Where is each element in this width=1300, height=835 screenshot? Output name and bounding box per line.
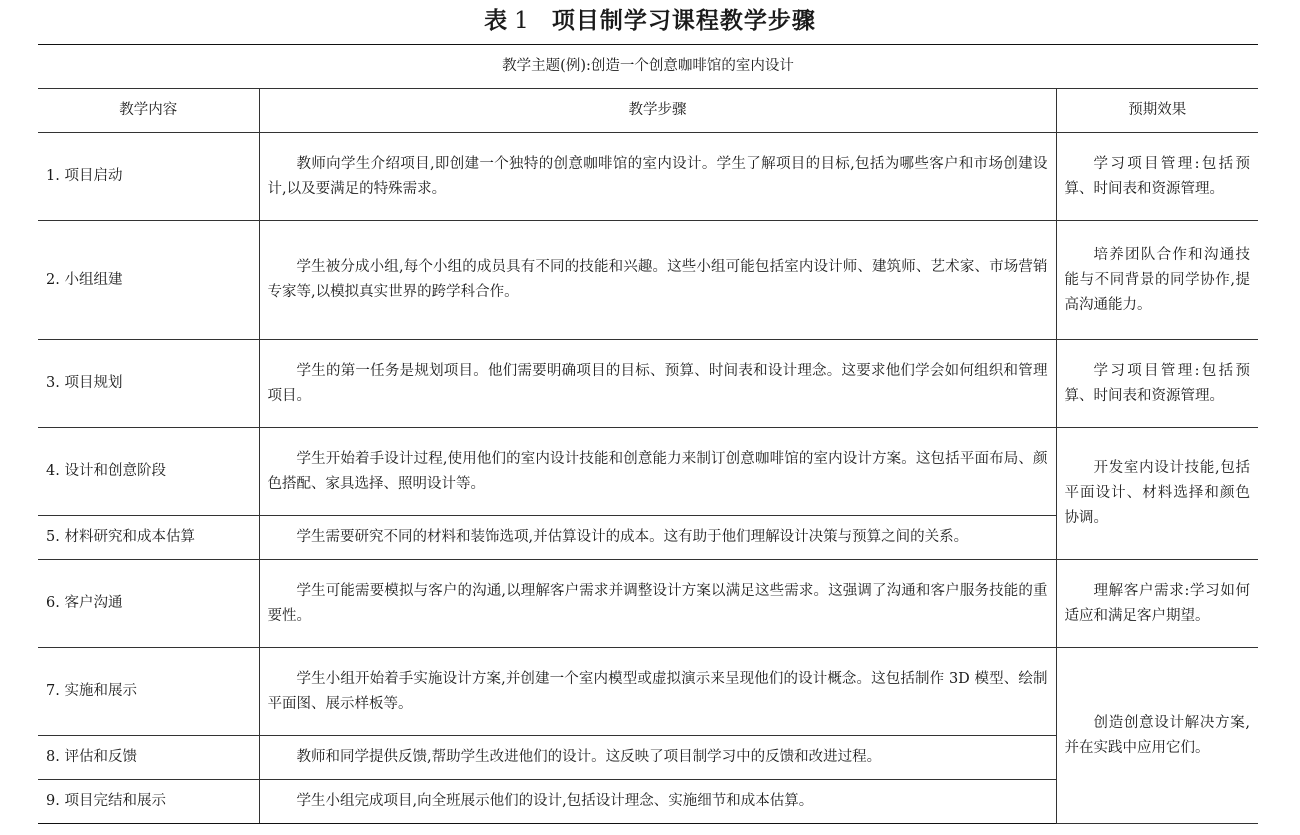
table-row (38, 428, 1258, 516)
table-title-text: 项目制学习课程教学步骤 (551, 7, 816, 34)
theme-row (38, 45, 1258, 89)
row-content: 2. 小组组建 (38, 221, 259, 340)
row-content: 3. 项目规划 (38, 340, 259, 428)
row-content: 5. 材料研究和成本估算 (38, 516, 259, 560)
row-steps: 学生小组完成项目,向全班展示他们的设计,包括设计理念、实施细节和成本估算。 (259, 780, 1056, 824)
row-steps: 学生被分成小组,每个小组的成员具有不同的技能和兴趣。这些小组可能包括室内设计师、建筑师、艺术家、市场营销专家等,以模拟真实世界的跨学科合作。 (259, 221, 1056, 340)
row-content: 4. 设计和创意阶段 (38, 428, 259, 516)
table-row (38, 648, 1258, 736)
row-steps: 学生可能需要模拟与客户的沟通,以理解客户需求并调整设计方案以满足这些需求。这强调了沟通和客户服务技能的重要性。 (259, 560, 1056, 648)
row-steps: 学生小组开始着手实施设计方案,并创建一个室内模型或虚拟演示来呈现他们的设计概念。这包括制作 3D 模型、绘制平面图、展示样板等。 (259, 648, 1056, 736)
row-steps: 教师和同学提供反馈,帮助学生改进他们的设计。这反映了项目制学习中的反馈和改进过程。 (259, 736, 1056, 780)
row-steps: 教师向学生介绍项目,即创建一个独特的创意咖啡馆的室内设计。学生了解项目的目标,包括为哪些客户和市场创建设计,以及要满足的特殊需求。 (259, 133, 1056, 221)
header-effect: 预期效果 (1056, 89, 1258, 133)
row-steps: 学生需要研究不同的材料和装饰选项,并估算设计的成本。这有助于他们理解设计决策与预算之间的关系。 (259, 516, 1056, 560)
row-effect: 学习项目管理:包括预算、时间表和资源管理。 (1056, 340, 1258, 428)
table-number: 1 (514, 8, 530, 34)
theme-cell: 教学主题(例):创造一个创意咖啡馆的室内设计 (38, 45, 1258, 89)
row-content: 6. 客户沟通 (38, 560, 259, 648)
header-steps: 教学步骤 (259, 89, 1056, 133)
row-content: 1. 项目启动 (38, 133, 259, 221)
row-effect: 学习项目管理:包括预算、时间表和资源管理。 (1056, 133, 1258, 221)
row-steps: 学生开始着手设计过程,使用他们的室内设计技能和创意能力来制订创意咖啡馆的室内设计方案。这包括平面布局、颜色搭配、家具选择、照明设计等。 (259, 428, 1056, 516)
header-content: 教学内容 (38, 89, 259, 133)
teaching-steps-table (38, 44, 1258, 824)
row-effect: 创造创意设计解决方案,并在实践中应用它们。 (1056, 648, 1258, 824)
row-effect: 培养团队合作和沟通技能与不同背景的同学协作,提高沟通能力。 (1056, 221, 1258, 340)
table-row (38, 560, 1258, 648)
table-row (38, 340, 1258, 428)
row-effect: 开发室内设计技能,包括平面设计、材料选择和颜色协调。 (1056, 428, 1258, 560)
header-row (38, 89, 1258, 133)
table-row (38, 221, 1258, 340)
row-content: 8. 评估和反馈 (38, 736, 259, 780)
row-content: 9. 项目完结和展示 (38, 780, 259, 824)
table-row (38, 133, 1258, 221)
row-content: 7. 实施和展示 (38, 648, 259, 736)
table-title (0, 4, 1300, 38)
row-steps: 学生的第一任务是规划项目。他们需要明确项目的目标、预算、时间表和设计理念。这要求他们学会如何组织和管理项目。 (259, 340, 1056, 428)
table-label: 表 (484, 7, 509, 34)
row-effect: 理解客户需求:学习如何适应和满足客户期望。 (1056, 560, 1258, 648)
